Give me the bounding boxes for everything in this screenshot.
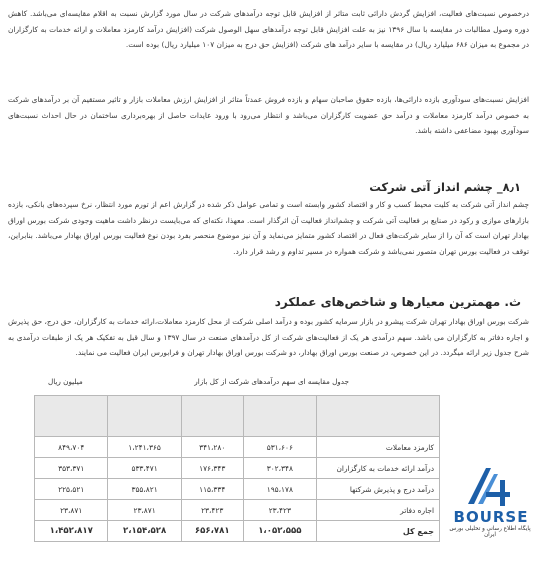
table-row bbox=[35, 479, 440, 500]
table-total-row bbox=[35, 521, 440, 542]
revenue-share-table bbox=[34, 395, 440, 542]
cell-value: ۵۳۱،۶۰۶ bbox=[243, 437, 316, 458]
cell-value: ۱۱۵،۳۳۴ bbox=[181, 479, 243, 500]
total-value: ۱،۰۵۲،۵۵۵ bbox=[243, 521, 316, 542]
table-row bbox=[35, 458, 440, 479]
cell-value: ۲۳،۸۷۱ bbox=[35, 500, 108, 521]
header-cell bbox=[108, 396, 181, 437]
cell-value: ۱۷۶،۳۴۳ bbox=[181, 458, 243, 479]
table-row bbox=[35, 437, 440, 458]
paragraph-performance-criteria: شرکت بورس اوراق بهادار تهران شرکت پیشرو در بازار سرمایه کشور بوده و درآمد اصلی شرکت از محل کارمزد معاملات،ارائه خدمات به کارگزاران، حق درج، حق پذیرش و اجاره دفاتر به کارگزاران می باشد. سهم درآمدی هر یک از فعالیت‌های شرکت از کل درآمدهای صنعت در سال ۱۳۹۷ و سال قبل به تفکیک هر یک از طبقات درآمدی به شرح جدول زیر ارائه میگردد. در این خصوص، در صنعت بورس اوراق بهادار، دو شرکت بورس اوراق بهادار تهران و فرابورس ایران فعالیت می نمایند. bbox=[8, 317, 529, 357]
total-value: ۱،۴۵۲،۸۱۷ bbox=[35, 521, 108, 542]
header-cell bbox=[181, 396, 243, 437]
row-label: اجاره دفاتر bbox=[317, 500, 440, 521]
paragraph-profitability-ratios: افزایش نسبت‌های سودآوری بازده دارائی‌ها، بازده حقوق صاحبان سهام و بازده فروش عمدتاً متاثر از افزایش ارزش معاملات بازار و تاثیر مستقیم آن بر درآمدهای شرکت به خصوص درآمد کارمزد معاملات و درآمد حق عضویت کارگزاران می‌باشد و انتظار می‌رود با ورود عایدات حاصل از بهره‌برداری ساختمان در حال احداث نسبت‌های سودآوری بهبود مضاعفی داشته باشد. bbox=[8, 95, 529, 135]
cell-value: ۲۳،۴۲۳ bbox=[181, 500, 243, 521]
total-value: ۲،۱۵۴،۵۲۸ bbox=[108, 521, 181, 542]
table-row bbox=[35, 500, 440, 521]
logo-tagline: پایگاه اطلاع رسانی و تحلیلی بورس ایران bbox=[449, 526, 531, 538]
table-header-row bbox=[35, 396, 440, 437]
cell-value: ۲۳،۸۷۱ bbox=[108, 500, 181, 521]
cell-value: ۳۵۳،۳۷۱ bbox=[35, 458, 108, 479]
cell-value: ۲۲۵،۵۲۱ bbox=[35, 479, 108, 500]
cell-value: ۱۹۵،۱۷۸ bbox=[243, 479, 316, 500]
total-value: ۶۵۶،۷۸۱ bbox=[181, 521, 243, 542]
paragraph-activity-ratios: درخصوص نسبت‌های فعالیت، افزایش گردش دارائی ثابت متاثر از افزایش قابل توجه درآمدهای شرکت در سال مورد گزارش نسبت به اقلام مقایسه‌ای می‌باشد. کاهش دوره وصول مطالبات در مقایسه با سال ۱۳۹۶ نیز به علت افزایش قابل توجه درآمدهای سهل الوصول شرکت (افزایش درآمد کارمزد معاملات و ارائه خدمات به کارگزاران در مجموع به میزان ۶۸۶ میلیارد ریال) در مقایسه با سایر درآمد های شرکت (افزایش حق درج به میزان ۱۰۷ میلیارد ریال) بوده است. bbox=[8, 9, 529, 49]
heading-performance-criteria: ث. مهمترین معیارها و شاخص‌های عملکرد bbox=[274, 295, 521, 309]
paragraph-future-outlook: چشم انداز آتی شرکت به کلیت محیط کسب و کار و اقتصاد کشور وابسته است و تمامی عوامل ذکر شده در گزارش اعم از تورم مورد انتظار، نرخ سپرده‌های بانکی، بازده بازارهای موازی و رکود در صنایع بر فعالیت آتی شرکت و چشم‌انداز فعالیت آن اثرگذار است. معهذا، نکته‌ای که می‌بایست درنظر داشت ماهیت وجودی شرکت بورس اوراق بهادار تهران است که آن را از سایر شرکت‌های فعال در اقتصاد کشور متمایز می‌نماید و آن نیز موضوع منحصر بفرد بودن نوع فعالیت بورس اوراق بهادار می‌باشد. بنابراین، توقف در فعالیت بورس تهران متصور نمی‌باشد و شرکت همواره در مسیر تداوم و رشد قرار دارد. bbox=[8, 200, 529, 256]
cell-value: ۸۴۹،۷۰۴ bbox=[35, 437, 108, 458]
bourse-logo bbox=[444, 464, 536, 560]
cell-value: ۱،۲۴۱،۳۶۵ bbox=[108, 437, 181, 458]
header-cell bbox=[243, 396, 316, 437]
cell-value: ۲۳،۴۲۳ bbox=[243, 500, 316, 521]
cell-value: ۳۰۲،۳۴۸ bbox=[243, 458, 316, 479]
row-label: کارمزد معاملات bbox=[317, 437, 440, 458]
cell-value: ۳۵۵،۸۲۱ bbox=[108, 479, 181, 500]
table-unit: میلیون ریال bbox=[48, 377, 83, 386]
cell-value: ۵۳۳،۴۷۱ bbox=[108, 458, 181, 479]
row-label: درآمد ارائه خدمات به کارگزاران bbox=[317, 458, 440, 479]
header-cell bbox=[35, 396, 108, 437]
header-cell bbox=[317, 396, 440, 437]
bourse-logo-icon bbox=[464, 464, 514, 508]
row-label: درآمد درج و پذیرش شرکتها bbox=[317, 479, 440, 500]
total-label: جمع کل bbox=[317, 521, 440, 542]
table-caption: جدول مقایسه ای سهم درآمدهای شرکت از کل بازار bbox=[194, 377, 349, 386]
cell-value: ۳۴۱،۲۸۰ bbox=[181, 437, 243, 458]
logo-wordmark: BOURSE bbox=[453, 508, 529, 526]
heading-future-outlook: ۸٫۱_ چشم انداز آتی شرکت bbox=[369, 180, 521, 194]
